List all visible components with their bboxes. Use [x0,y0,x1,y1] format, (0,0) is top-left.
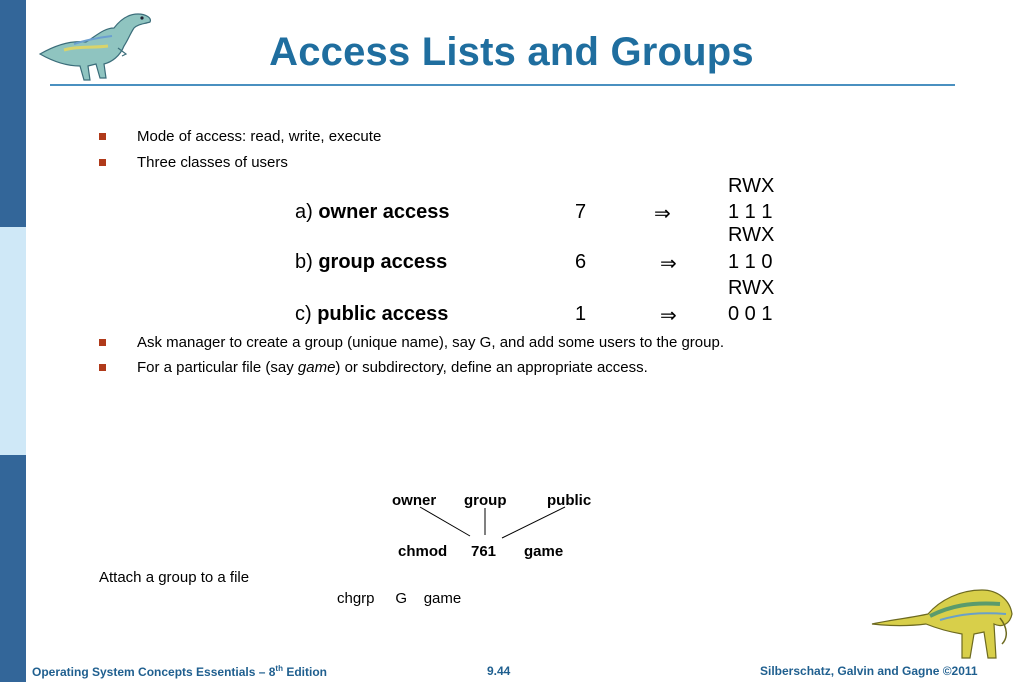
class-number: 6 [575,251,587,273]
diagram-label-owner: owner [392,492,437,509]
footer-superscript: th [275,664,283,673]
bullet-text: Mode of access: read, write, execute [137,128,382,145]
implies-arrow-icon: ⇒ [660,253,677,275]
bullet-text-italic: game [297,359,336,376]
bullet-text: Ask manager to create a group (unique name), say G, and add some users to the group. [137,334,724,351]
page-title: Access Lists and Groups [269,30,754,74]
diagram-label-group: group [464,492,507,509]
class-prefix: c) [295,303,318,325]
rwx-header: RWX [728,277,775,299]
class-bits: 1 1 1 [728,201,773,223]
implies-arrow-icon: ⇒ [654,203,671,225]
bullet-text-part: ) or subdirectory, define an appropriate access. [335,359,648,376]
implies-arrow-icon: ⇒ [660,305,677,327]
footer-copyright: Silberschatz, Galvin and Gagne ©2011 [760,664,978,678]
class-bits: 1 1 0 [728,251,773,273]
chgrp-command: chgrp G game [337,590,462,607]
footer-text: Operating System Concepts Essentials – 8 [32,665,276,679]
command-chmod: chmod [398,543,448,560]
class-prefix: a) [295,201,319,223]
rwx-header: RWX [728,224,775,246]
class-bits: 0 0 1 [728,303,773,325]
rwx-header: RWX [728,175,775,197]
class-name: owner access [318,201,450,223]
dinosaur-bottom-icon [870,584,1016,664]
class-name: group access [318,251,448,273]
bullet-text: Three classes of users [137,154,288,171]
class-number: 1 [575,303,587,325]
class-number: 7 [575,201,587,223]
footer-slide-number: 9.44 [487,664,511,678]
class-prefix: b) [295,251,319,273]
footer-course-title [32,664,327,679]
footer-text: Edition [282,665,327,679]
command-mode: 761 [471,543,497,560]
class-name: public access [317,303,449,325]
diagram-label-public: public [547,492,592,509]
bullet-text-part: For a particular file (say [137,359,298,376]
attach-group-text: Attach a group to a file [99,569,250,586]
command-file: game [524,543,564,560]
